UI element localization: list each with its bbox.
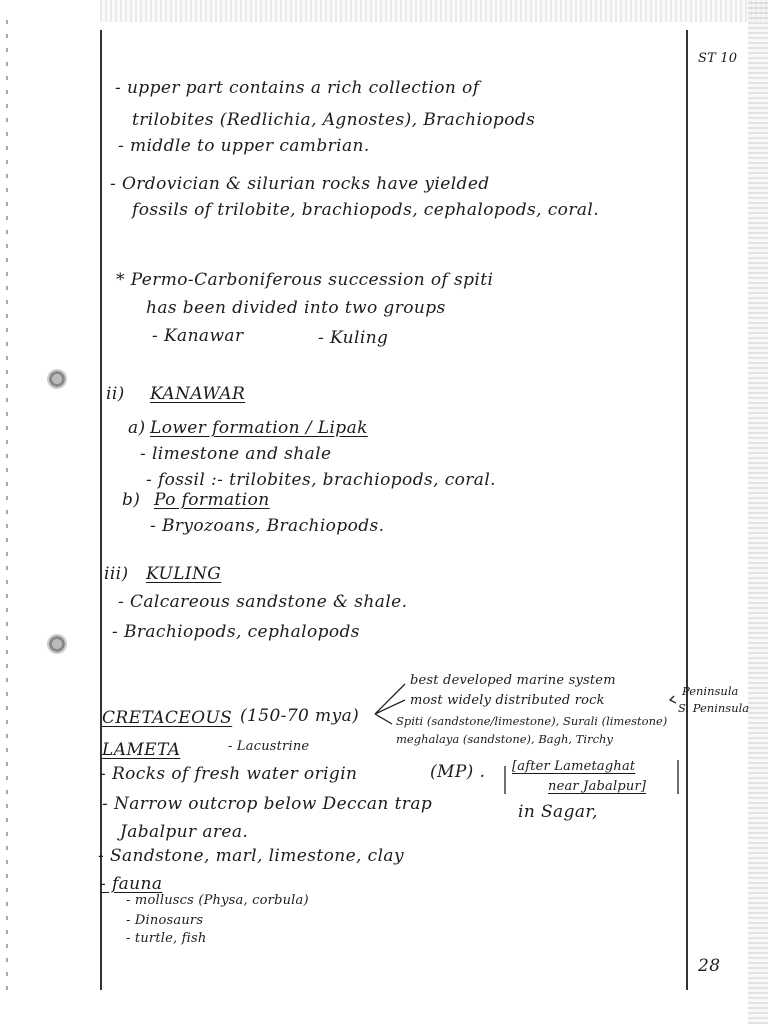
list-number: a) — [128, 418, 146, 438]
annotation-line: near Jabalpur] — [548, 779, 647, 794]
note-line: - Bryozoans, Brachiopods. — [150, 516, 385, 536]
note-line: - Sandstone, marl, limestone, clay — [98, 846, 404, 866]
note-line: Jabalpur area. — [120, 822, 249, 842]
note-line: fossils of trilobite, brachiopods, cephalopods, coral. — [132, 200, 600, 220]
note-line: in Sagar, — [518, 802, 598, 822]
page-code: ST 10 — [698, 51, 738, 66]
annotation-line: Peninsula — [682, 684, 739, 698]
note-line: - molluscs (Physa, corbula) — [126, 893, 309, 908]
subsection-heading: - fauna — [100, 874, 163, 894]
arrow-icon — [670, 696, 676, 703]
list-number: ii) — [106, 384, 125, 404]
annotation-line: - Lacustrine — [228, 739, 310, 754]
section-heading: KULING — [146, 564, 222, 584]
brace-lines — [375, 684, 405, 724]
annotation-line: [after Lametaghat — [512, 759, 636, 774]
annotation-line: most widely distributed rock — [410, 693, 605, 708]
note-line: trilobites (Redlichia, Agnostes), Brachiopods — [132, 110, 536, 130]
annotation-line: best developed marine system — [410, 673, 616, 688]
annotation-line: S. Peninsula — [678, 701, 750, 715]
list-number: iii) — [104, 564, 129, 584]
note-line: - fossil :- trilobites, brachiopods, coral. — [146, 470, 496, 490]
note-line: - Ordovician & silurian rocks have yielded — [110, 174, 490, 194]
note-line: - Kuling — [318, 328, 389, 348]
note-line: - Calcareous sandstone & shale. — [118, 592, 408, 612]
note-line: has been divided into two groups — [146, 298, 446, 318]
note-line: - Rocks of fresh water origin — [100, 764, 358, 784]
note-line: * Permo-Carboniferous succession of spiti — [116, 270, 494, 290]
annotation-line: meghalaya (sandstone), Bagh, Tirchy — [396, 732, 613, 746]
annotation-line: Spiti (sandstone/limestone), Surali (limestone) — [396, 714, 668, 728]
note-line: - Dinosaurs — [126, 913, 204, 928]
subsection-heading: Lower formation / Lipak — [150, 418, 368, 438]
note-line: - Brachiopods, cephalopods — [112, 622, 360, 642]
section-heading: KANAWAR — [150, 384, 246, 404]
note-line: - Narrow outcrop below Deccan trap — [102, 794, 433, 814]
note-line: (MP) . — [430, 762, 486, 782]
note-line: (150-70 mya) — [240, 706, 360, 726]
bracket-lines — [505, 760, 678, 794]
note-line: - Kanawar — [152, 326, 244, 346]
list-number: b) — [122, 490, 141, 510]
note-line: - middle to upper cambrian. — [118, 136, 370, 156]
page-number: 28 — [698, 956, 721, 976]
section-heading: CRETACEOUS — [102, 708, 233, 728]
note-line: - turtle, fish — [126, 931, 207, 946]
note-line: - upper part contains a rich collection of — [115, 78, 480, 98]
note-line: - limestone and shale — [140, 444, 332, 464]
subsection-heading: Po formation — [154, 490, 270, 510]
section-heading: LAMETA — [102, 740, 181, 760]
